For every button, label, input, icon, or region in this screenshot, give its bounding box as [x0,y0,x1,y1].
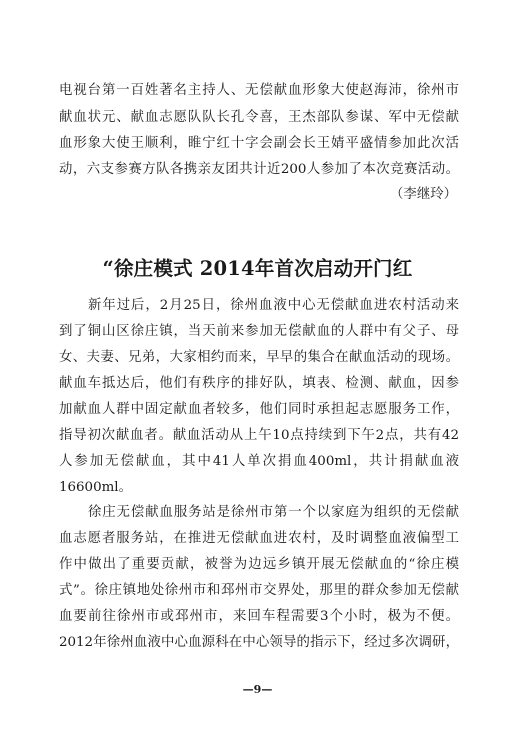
body-line: 血要前往徐州市或邳州市，来回车程需要3个小时，极为不便。 [59,609,459,624]
body-line: 徐庄无偿献血服务站是徐州市第一个以家庭为组织的无偿献 [88,505,459,520]
page-number: —9— [242,683,273,696]
body-line: 2012年徐州血液中心血源科在中心领导的指示下，经过多次调研， [59,635,459,650]
body-line: 到了铜山区徐庄镇，当天前来参加无偿献血的人群中有父子、母 [59,324,459,339]
body-line: 女、夫妻、兄弟，大家相约而来，早早的集合在献血活动的现场。 [59,350,459,365]
body-line: 式”。徐庄镇地处徐州市和邳州市交界处，那里的群众参加无偿献 [59,583,459,598]
body-line: 献血车抵达后，他们有秩序的排好队，填表、检测、献血，因参 [59,376,459,391]
body-line: 加献血人群中固定献血者较多，他们同时承担起志愿服务工作， [59,402,459,417]
author-signature: （李继玲） [390,187,457,202]
continuation-line: 血形象大使王顺利，睢宁红十字会副会长王婧平盛情参加此次活 [59,136,459,151]
body-line: 人参加无偿献血，其中41人单次捐血400ml，共计捐献血液 [59,454,459,469]
body-line: 作中做出了重要贡献，被誉为边远乡镇开展无偿献血的“徐庄模 [59,557,459,572]
continuation-line: 电视台第一百姓著名主持人、无偿献血形象大使赵海沛，徐州市 [59,83,459,98]
article-title: “徐庄模式 2014年首次启动开门红 [102,257,413,280]
body-line: 血志愿者服务站，在推进无偿献血进农村，及时调整血液偏型工 [59,531,459,546]
continuation-line: 动，六支参赛方队各携亲友团共计近200人参加了本次竞赛活动。 [59,162,459,177]
body-line: 16600ml。 [59,480,132,495]
body-line: 新年过后，2月25日，徐州血液中心无偿献血进农村活动来 [88,298,459,313]
body-line: 指导初次献血者。献血活动从上午10点持续到下午2点，共有42 [59,428,459,443]
continuation-line: 献血状元、献血志愿队队长孔令喜，王杰部队参谋、军中无偿献 [59,110,459,125]
